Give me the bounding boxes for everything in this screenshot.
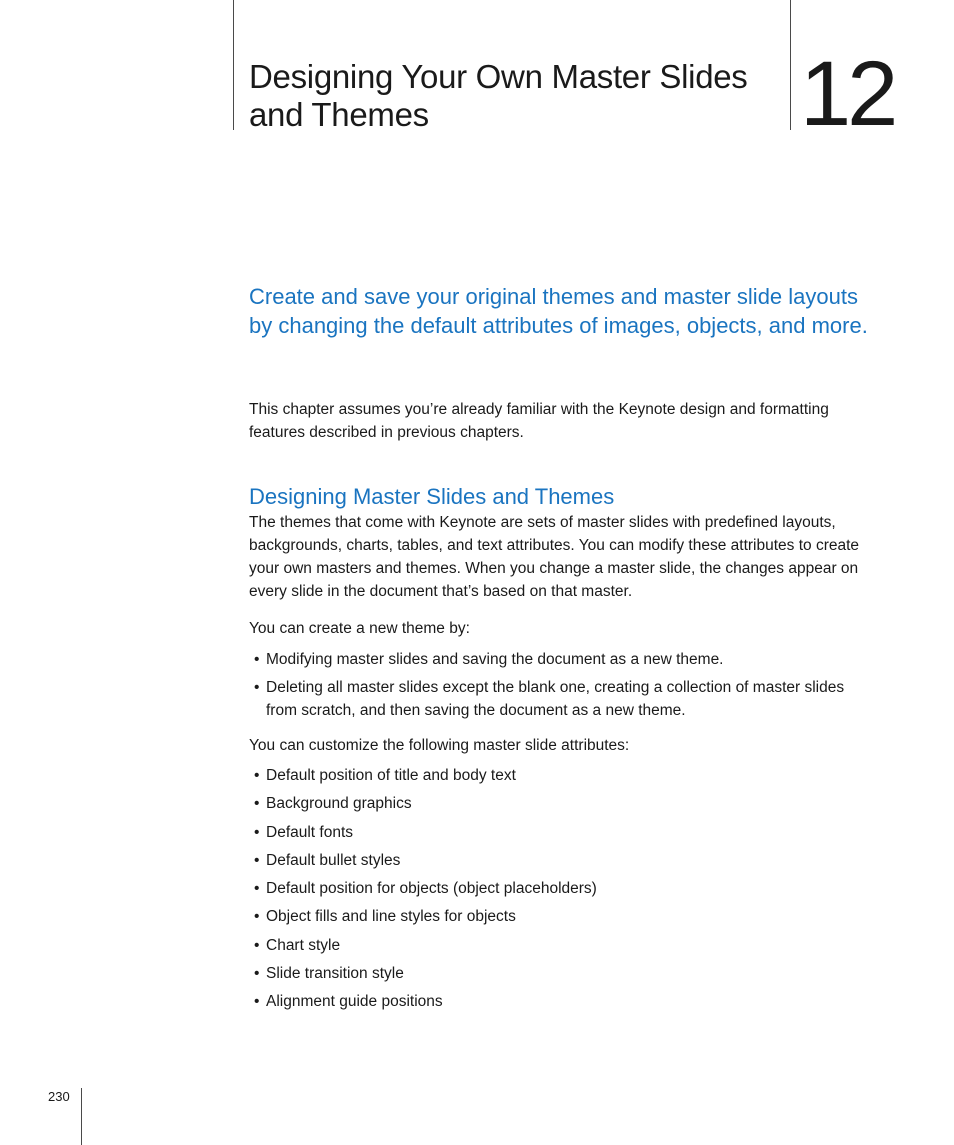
- attributes-list: [249, 764, 879, 1019]
- list-item: [249, 905, 879, 933]
- section-title: Designing Master Slides and Themes: [249, 484, 615, 509]
- header-right-rule: [790, 0, 791, 130]
- list-item-text: Modifying master slides and saving the document as a new theme.: [266, 651, 724, 668]
- chapter-number: 12: [800, 43, 895, 145]
- list-item: [249, 877, 879, 905]
- list-item: [249, 849, 879, 877]
- list-item-text: Default fonts: [266, 823, 354, 841]
- list-item-text: Default position of title and body text: [266, 767, 516, 784]
- bullet: •: [254, 651, 260, 668]
- list-item: [249, 962, 879, 990]
- list-item: [249, 648, 879, 671]
- bullet: •: [254, 936, 260, 954]
- list-item: [249, 792, 879, 820]
- bullet: •: [254, 993, 260, 1011]
- list-item: [249, 676, 879, 722]
- bullet: •: [254, 851, 260, 869]
- list-item-text: Background graphics: [266, 795, 412, 813]
- new-theme-list: [249, 648, 879, 727]
- bullet: •: [254, 679, 260, 696]
- list-item-text: Deleting all master slides except the blank one, creating a collection of master slides from scratch, and then saving the document as a new theme.: [266, 679, 845, 719]
- chapter-assumption-paragraph: This chapter assumes you’re already familiar with the Keynote design and formatting features described in previous chapters.: [249, 401, 829, 441]
- bullet: •: [254, 823, 260, 841]
- bullet: •: [254, 880, 260, 898]
- bullet: •: [254, 965, 260, 983]
- list-item-text: Chart style: [266, 936, 341, 954]
- attributes-intro: You can customize the following master slide attributes:: [249, 737, 630, 754]
- bullet: •: [254, 767, 260, 784]
- new-theme-intro: You can create a new theme by:: [249, 620, 470, 637]
- bullet: •: [254, 908, 260, 926]
- list-item-text: Object fills and line styles for objects: [266, 908, 516, 926]
- bullet: •: [254, 795, 260, 813]
- list-item-text: Slide transition style: [266, 965, 404, 983]
- list-item: [249, 764, 879, 792]
- list-item: [249, 990, 879, 1018]
- header-left-rule: [233, 0, 234, 130]
- list-item-text: Default position for objects (object placeholders): [266, 880, 597, 898]
- chapter-title: Designing Your Own Master Slides and Themes: [249, 58, 748, 133]
- list-item: [249, 934, 879, 962]
- list-item-text: Default bullet styles: [266, 851, 401, 869]
- chapter-intro: Create and save your original themes and master slide layouts by changing the default attributes of images, objects, and more.: [249, 284, 868, 338]
- list-item-text: Alignment guide positions: [266, 993, 443, 1011]
- page-number: 230: [48, 1089, 70, 1104]
- section-paragraph: The themes that come with Keynote are sets of master slides with predefined layouts, backgrounds, charts, tables, and text attributes. You can modify these attributes to create your own masters and themes. When you change a master slide, the changes appear on every slide in the document that’s based on that master.: [249, 514, 860, 600]
- list-item: [249, 821, 879, 849]
- footer-rule: [81, 1088, 82, 1145]
